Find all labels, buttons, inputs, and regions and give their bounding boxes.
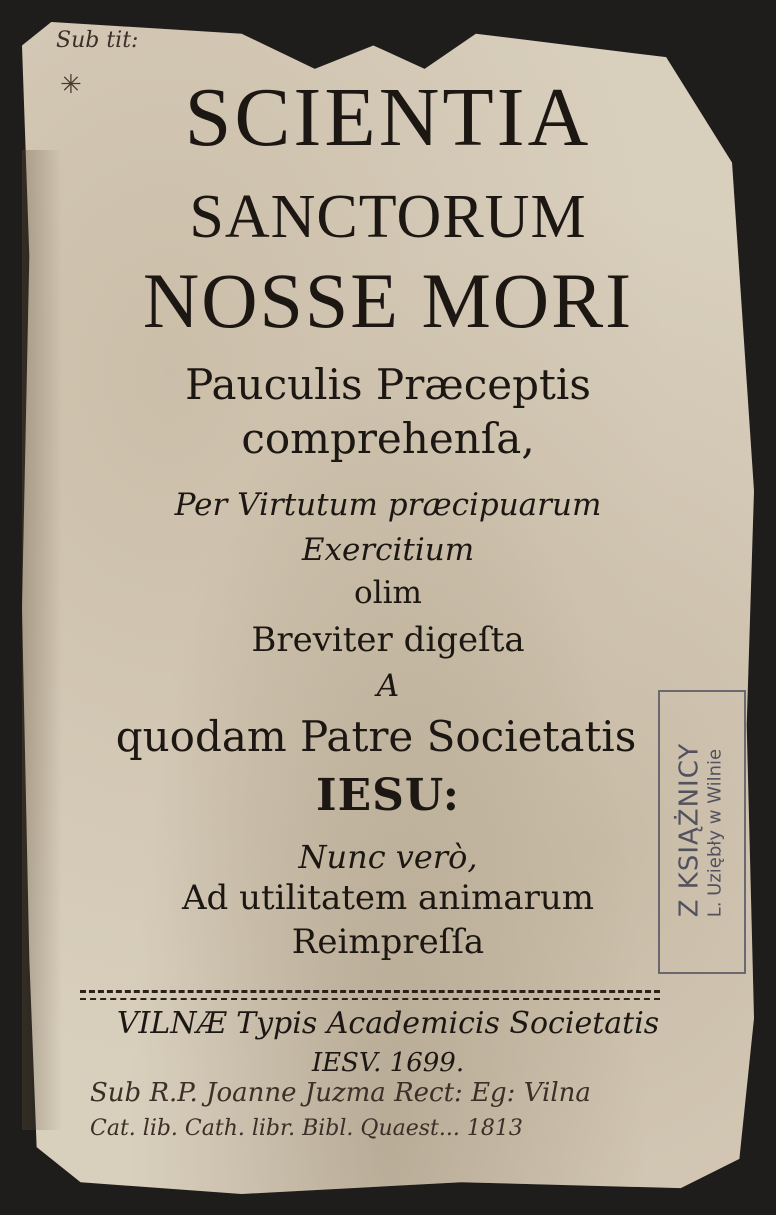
italic-a: A: [376, 668, 400, 704]
body-line-olim: olim: [354, 575, 422, 611]
subtitle-line-1: Pauculis Præceptis: [185, 360, 591, 409]
italic-nunc: Nunc verò,: [298, 838, 478, 876]
library-stamp: [675, 743, 726, 918]
imprint-line-1: VILNÆ Typis Academicis Societatis: [116, 1006, 660, 1041]
handwritten-note-line-2: Cat. lib. Cath. libr. Bibl. Quaest... 1813: [90, 1116, 523, 1141]
title-line-2: SANCTORUM: [189, 183, 587, 251]
author-line: quodam Patre Societatis: [115, 712, 637, 761]
title-line-3: NOSSE MORI: [142, 257, 634, 344]
handwritten-note-top: Sub tit:: [56, 28, 139, 53]
body-line-digesta: Breviter digeſta: [251, 620, 525, 660]
title-line-1: SCIENTIA: [184, 71, 592, 164]
italic-line-2: Exercitium: [301, 532, 475, 568]
italic-line-1: Per Virtutum præcipuarum: [174, 487, 602, 523]
handwritten-note-line-1: Sub R.P. Joanne Juzma Rect: Eg: Vilna: [90, 1078, 591, 1108]
divider-rule-bottom: [80, 998, 660, 1000]
author-iesu: IESU:: [316, 770, 460, 821]
stamp-line-2: L. Uziębły w Wilnie: [704, 748, 726, 918]
closing-line-1: Ad utilitatem animarum: [181, 878, 595, 918]
imprint-line-2: IESV. 1699.: [311, 1048, 465, 1078]
closing-line-2: Reimpreſſa: [291, 922, 485, 962]
stamp-line-1: Z KSIĄŻNICY: [674, 742, 705, 918]
divider-rule-top: [80, 990, 660, 993]
asterisk-mark: ✳: [60, 70, 82, 100]
subtitle-line-2: comprehenſa,: [241, 414, 535, 463]
